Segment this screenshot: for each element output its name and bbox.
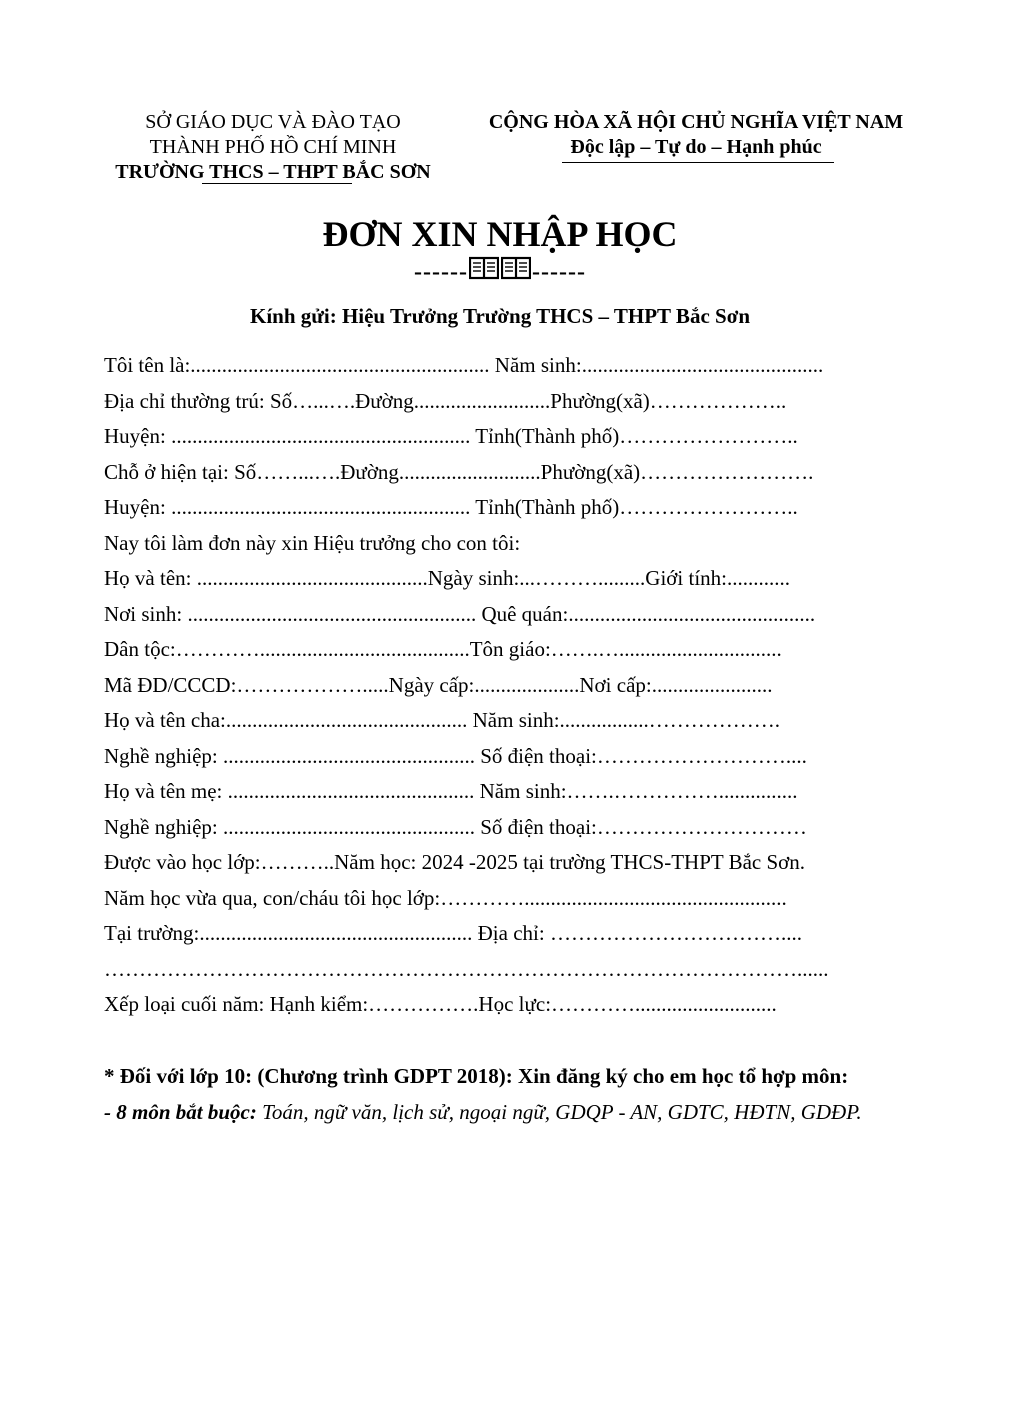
mandatory-subjects-label: - 8 môn bắt buộc:: [104, 1100, 257, 1124]
form-line: Xếp loại cuối năm: Hạnh kiểm:…………….Học lực:…………...........................: [104, 992, 777, 1016]
form-line: Dân tộc:…………........................................Tôn giáo:…….…...............................: [104, 637, 782, 661]
form-line: ………………………………………………………………………………………......: [104, 956, 829, 981]
recipient-line: Kính gửi: Hiệu Trưởng Trường THCS – THPT Bắc Sơn: [249, 304, 750, 328]
mandatory-subjects-list: Toán, ngữ văn, lịch sử, ngoại ngữ, GDQP - AN, GDTC, HĐTN, GDĐP.: [256, 1100, 862, 1124]
title-ornament: [0, 252, 1000, 293]
school-name: TRƯỜNG THCS – THPT BẮC SƠN: [115, 161, 431, 183]
mandatory-subjects-line: [104, 1094, 904, 1130]
form-line: Huyện: ......................................................... Tỉnh(Thành phố)……………………..: [104, 424, 798, 448]
form-line: Mã ĐD/CCCD:……………….....Ngày cấp:....................Nơi cấp:.......................: [104, 672, 773, 697]
form-line: Tại trường:.................................................... Địa chỉ: ……………………………....: [104, 921, 802, 945]
form-body: [104, 348, 904, 1023]
motto-underline: [562, 162, 834, 163]
form-line: Nghề nghiệp: ................................................ Số điện thoại:…………………………: [104, 814, 807, 839]
form-line: Chỗ ở hiện tại: Số……...….Đường...........................Phường(xã)…………………….: [104, 459, 814, 484]
ornament-dashes-right: ------: [532, 259, 586, 285]
school-name-underline: [202, 183, 352, 184]
form-line: Địa chỉ thường trú: Số…...….Đường..........................Phường(xã)………………..: [104, 388, 787, 413]
national-header: [448, 110, 944, 160]
form-line: Nghề nghiệp: ................................................ Số điện thoại:………………………....: [104, 743, 807, 768]
department-name: SỞ GIÁO DỤC VÀ ĐÀO TẠO: [145, 111, 401, 133]
grade-10-note: [104, 1058, 904, 1130]
form-line: Tôi tên là:......................................................... Năm sinh:..............................................: [104, 353, 824, 377]
form-line: Nơi sinh: ....................................................... Quê quán:...............................................: [104, 601, 816, 626]
note-heading: * Đối với lớp 10: (Chương trình GDPT 2018): Xin đăng ký cho em học tổ hợp môn:: [104, 1064, 849, 1088]
form-line: Nay tôi làm đơn này xin Hiệu trưởng cho con tôi:: [104, 530, 521, 555]
form-line: Họ và tên cha:.............................................. Năm sinh:.................……………….: [104, 708, 781, 732]
form-line: Huyện: ......................................................... Tỉnh(Thành phố)……………………..: [104, 495, 798, 519]
open-book-icon: [501, 253, 531, 293]
form-line: Họ và tên: ............................................Ngày sinh:...……….........Giới tính:............: [104, 566, 790, 590]
city-name: THÀNH PHỐ HỒ CHÍ MINH: [149, 136, 397, 158]
document-title: ĐƠN XIN NHẬP HỌC: [322, 214, 678, 254]
national-motto: Độc lập – Tự do – Hạnh phúc: [570, 136, 822, 158]
form-line: Được vào học lớp:………..Năm học: 2024 -2025 tại trường THCS-THPT Bắc Sơn.: [104, 850, 806, 874]
form-line: Năm học vừa qua, con/cháu tôi học lớp:…………..................................................: [104, 885, 787, 910]
issuing-authority: [78, 110, 468, 185]
form-line: Họ và tên mẹ: ............................................... Năm sinh:…….……………...............: [104, 779, 798, 803]
country-name: CỘNG HÒA XÃ HỘI CHỦ NGHĨA VIỆT NAM: [488, 111, 904, 133]
ornament-dashes-left: ------: [414, 259, 468, 285]
open-book-icon: [469, 253, 499, 293]
